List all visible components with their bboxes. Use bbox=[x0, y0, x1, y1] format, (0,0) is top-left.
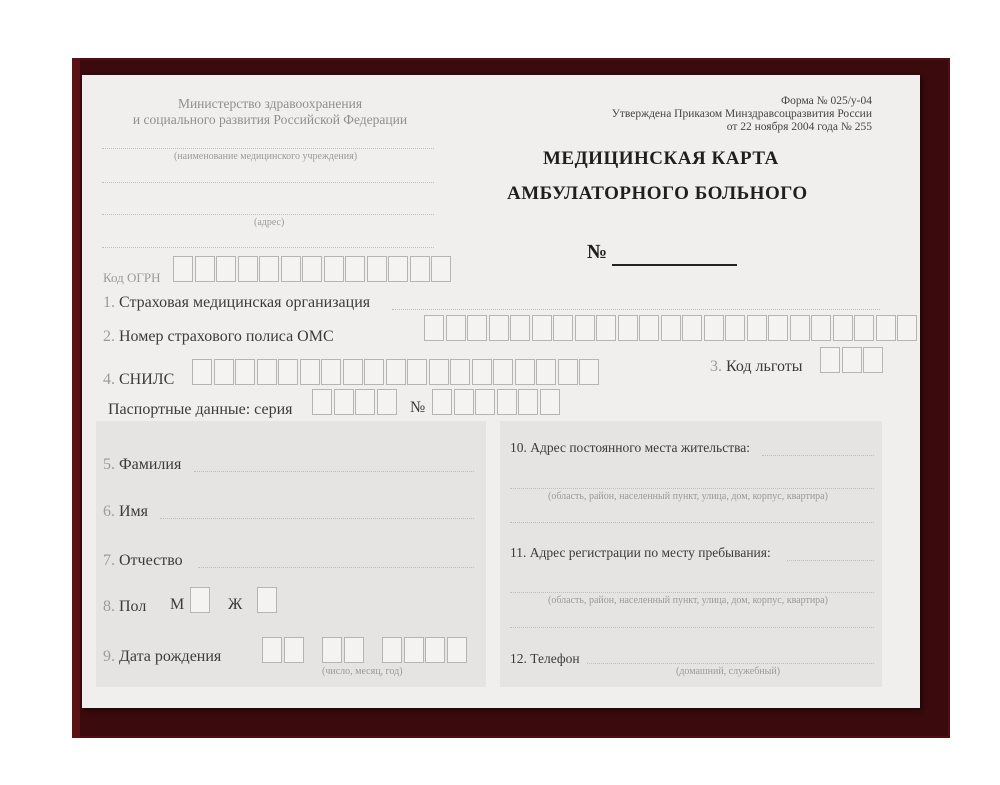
card-title-line2: АМБУЛАТОРНОГО БОЛЬНОГО bbox=[507, 183, 808, 204]
field-10-label: 10. Адрес постоянного места жительства: bbox=[510, 440, 751, 455]
residence-address-line-3[interactable] bbox=[510, 522, 874, 523]
sex-female-box[interactable] bbox=[257, 587, 279, 613]
field-patronymic bbox=[103, 552, 183, 570]
field-7-label: Отчество bbox=[119, 552, 183, 569]
field-5-label: Фамилия bbox=[119, 456, 182, 473]
ogrn-boxes[interactable] bbox=[173, 256, 453, 282]
stay-address-line-3[interactable] bbox=[510, 627, 874, 628]
sex-male-label: М bbox=[170, 596, 185, 613]
field-benefit-code bbox=[710, 358, 803, 376]
first-name-line[interactable] bbox=[160, 518, 474, 519]
card-number-sign: № bbox=[587, 241, 608, 263]
birth-day-boxes[interactable] bbox=[262, 637, 305, 663]
institution-line-2[interactable] bbox=[102, 182, 434, 183]
residence-address-line-2[interactable] bbox=[510, 488, 874, 489]
institution-line[interactable] bbox=[102, 148, 434, 149]
stay-address-line-1[interactable] bbox=[787, 560, 874, 561]
residence-address-caption: (область, район, населенный пункт, улица, дом, корпус, квартира) bbox=[548, 491, 828, 502]
birth-month-boxes[interactable] bbox=[322, 637, 365, 663]
field-surname bbox=[103, 456, 181, 474]
passport-number-boxes[interactable] bbox=[432, 389, 561, 415]
benefit-code-boxes[interactable] bbox=[820, 347, 885, 373]
ministry-line2: и социального развития Российской Федерации bbox=[132, 112, 408, 127]
field-4-number: 4. bbox=[103, 371, 115, 388]
field-1-label: Страховая медицинская организация bbox=[119, 294, 371, 311]
field-7-number: 7. bbox=[103, 552, 115, 569]
residence-address-line-1[interactable] bbox=[762, 455, 874, 456]
phone-line[interactable] bbox=[587, 663, 874, 664]
field-6-label: Имя bbox=[119, 503, 149, 520]
ogrn-label: Код ОГРН bbox=[103, 270, 161, 285]
form-approval-block bbox=[612, 95, 872, 134]
card-title-line1: МЕДИЦИНСКАЯ КАРТА bbox=[543, 148, 779, 169]
institution-caption: (наименование медицинского учреждения) bbox=[174, 151, 358, 162]
field-4-label: СНИЛС bbox=[119, 371, 175, 388]
birth-date-caption: (число, месяц, год) bbox=[322, 666, 403, 677]
address-caption: (адрес) bbox=[254, 217, 285, 228]
ministry-block bbox=[110, 96, 430, 128]
field-9-number: 9. bbox=[103, 648, 115, 665]
sex-male-box[interactable] bbox=[190, 587, 212, 613]
card-number-field[interactable] bbox=[612, 264, 737, 266]
booklet-spine bbox=[72, 58, 80, 738]
address-line[interactable] bbox=[102, 214, 434, 215]
field-6-number: 6. bbox=[103, 503, 115, 520]
field-3-number: 3. bbox=[710, 358, 722, 375]
field-3-label: Код льготы bbox=[726, 358, 803, 375]
snils-boxes[interactable] bbox=[192, 359, 601, 385]
field-9-label: Дата рождения bbox=[119, 648, 222, 665]
field-12-label: 12. Телефон bbox=[510, 651, 580, 666]
address-line-2[interactable] bbox=[102, 247, 434, 248]
field-snils bbox=[103, 371, 174, 389]
stay-address-caption: (область, район, населенный пункт, улица, дом, корпус, квартира) bbox=[548, 595, 828, 606]
form-number: Форма № 025/у-04 bbox=[781, 95, 872, 107]
field-sex bbox=[103, 598, 146, 616]
field-8-number: 8. bbox=[103, 598, 115, 615]
birth-year-boxes[interactable] bbox=[382, 637, 468, 663]
field-2-number: 2. bbox=[103, 328, 115, 345]
approved-line2: от 22 ноября 2004 года № 255 bbox=[726, 121, 872, 133]
surname-line[interactable] bbox=[194, 471, 474, 472]
form-page bbox=[82, 75, 920, 708]
stay-address-line-2[interactable] bbox=[510, 592, 874, 593]
sex-female-label: Ж bbox=[228, 596, 243, 613]
ministry-line1: Министерство здравоохранения bbox=[177, 96, 363, 111]
oms-policy-boxes[interactable] bbox=[424, 315, 919, 341]
field-birth-date bbox=[103, 648, 221, 666]
field-1-number: 1. bbox=[103, 294, 115, 311]
field-11-label: 11. Адрес регистрации по месту пребывания: bbox=[510, 545, 771, 560]
phone-caption: (домашний, служебный) bbox=[676, 666, 781, 677]
field-5-number: 5. bbox=[103, 456, 115, 473]
insurance-org-line[interactable] bbox=[392, 309, 880, 310]
passport-number-sign: № bbox=[410, 399, 426, 416]
patronymic-line[interactable] bbox=[198, 567, 474, 568]
passport-series-boxes[interactable] bbox=[312, 389, 398, 415]
passport-series-label: Паспортные данные: серия bbox=[108, 401, 293, 418]
approved-line1: Утверждена Приказом Минздравсоцразвития России bbox=[611, 108, 872, 120]
field-2-label: Номер страхового полиса ОМС bbox=[119, 328, 334, 345]
field-insurance-org bbox=[103, 294, 370, 312]
field-first-name bbox=[103, 503, 148, 521]
field-8-label: Пол bbox=[119, 598, 147, 615]
field-oms-policy bbox=[103, 328, 334, 346]
